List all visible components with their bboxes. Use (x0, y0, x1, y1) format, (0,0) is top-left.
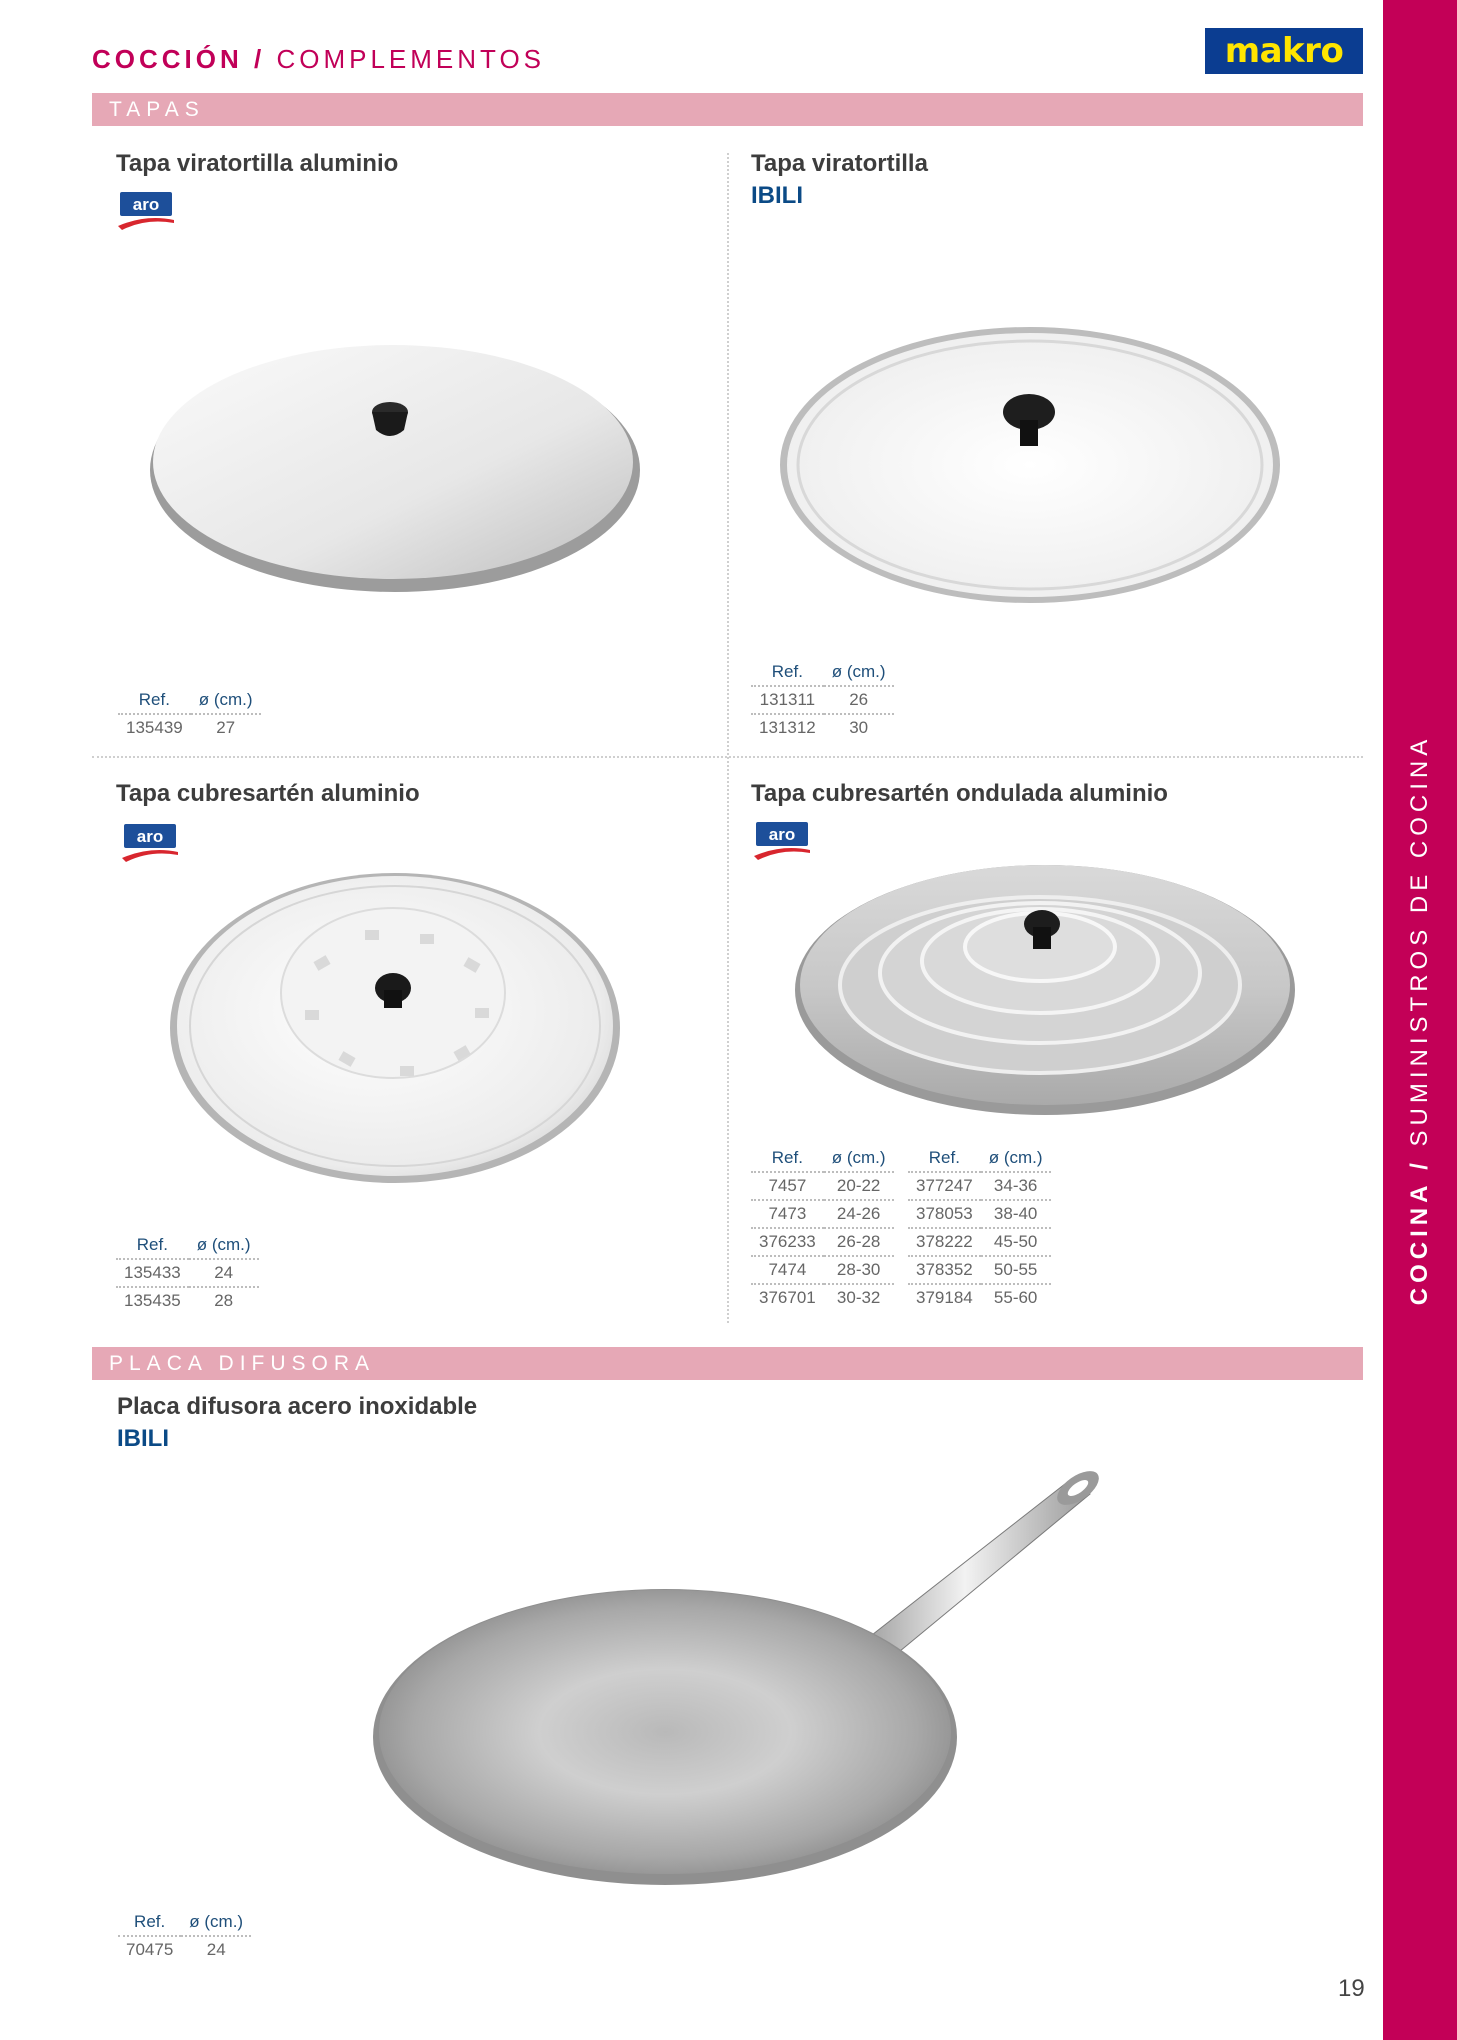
diameter-cell: 38-40 (981, 1200, 1051, 1228)
diameter-cell: 24-26 (824, 1200, 894, 1228)
aro-text: aro (132, 195, 160, 214)
table-row (751, 1256, 894, 1284)
diameter-header: ø (cm.) (824, 660, 894, 686)
diameter-cell: 55-60 (993, 1288, 1038, 1307)
diameter-cell: 30-32 (836, 1288, 881, 1307)
aro-badge (120, 822, 180, 864)
row-divider (92, 756, 1363, 758)
ref-cell: 135435 (124, 1291, 181, 1310)
ref-table (751, 1146, 894, 1311)
aro-badge (116, 190, 176, 232)
ref-cell: 378222 (908, 1228, 981, 1256)
table-row (118, 714, 261, 741)
table-row (118, 1936, 251, 1963)
ref-table (751, 660, 894, 741)
diameter-header: ø (cm.) (191, 688, 261, 714)
side-label-light: SUMINISTROS DE COCINA (1406, 734, 1433, 1147)
product-title: Placa difusora acero inoxidable (117, 1393, 478, 1420)
section-bar-tapas: TAPAS (92, 93, 1363, 126)
ref-cell: 7474 (751, 1256, 824, 1284)
table-row (751, 1228, 894, 1256)
lid-image-viratortilla-aluminio (140, 320, 650, 600)
diameter-cell: 26 (824, 686, 894, 714)
diameter-header: ø (cm.) (981, 1146, 1051, 1172)
diameter-header: ø (cm.) (824, 1146, 894, 1172)
table-row (908, 1172, 1051, 1200)
diameter-cell: 28-30 (824, 1256, 894, 1284)
ref-header: Ref. (118, 688, 191, 714)
ref-cell: 7473 (751, 1200, 824, 1228)
diameter-cell: 45-50 (981, 1228, 1051, 1256)
product-brand: IBILI (751, 182, 803, 209)
lid-image-cubresarten-ondulada (790, 855, 1300, 1120)
diameter-header: ø (cm.) (189, 1233, 259, 1259)
diameter-cell: 20-22 (824, 1172, 894, 1200)
product-title: Tapa cubresartén aluminio (116, 780, 420, 807)
diameter-cell: 34-36 (981, 1172, 1051, 1200)
ref-cell: 378352 (908, 1256, 981, 1284)
diameter-cell: 28 (214, 1291, 234, 1310)
section-bar-placa: PLACA DIFUSORA (92, 1347, 1363, 1380)
category-bold: COCCIÓN / (92, 44, 266, 74)
diameter-cell: 26-28 (824, 1228, 894, 1256)
ref-cell: 376233 (751, 1228, 824, 1256)
table-row (751, 714, 894, 741)
diameter-cell: 30 (849, 718, 869, 737)
table-row (908, 1228, 1051, 1256)
diameter-cell: 50-55 (981, 1256, 1051, 1284)
table-row (116, 1287, 259, 1314)
table-row (908, 1284, 1051, 1311)
makro-logo: makro (1205, 28, 1363, 74)
ref-table (118, 688, 261, 741)
table-row (751, 1200, 894, 1228)
ref-cell: 70475 (126, 1940, 174, 1959)
aro-text: aro (768, 825, 796, 844)
diffuser-plate-image (370, 1470, 1110, 1890)
product-brand: IBILI (117, 1425, 169, 1452)
ref-cell: 135433 (116, 1259, 189, 1287)
ref-table (118, 1910, 251, 1963)
side-label (1406, 735, 1434, 1305)
lid-image-cubresarten (165, 868, 625, 1188)
page-number: 19 (1338, 1975, 1365, 2002)
ref-header: Ref. (116, 1233, 189, 1259)
product-title: Tapa viratortilla aluminio (116, 150, 399, 177)
aro-text: aro (136, 827, 164, 846)
ref-cell: 7457 (751, 1172, 824, 1200)
product-title: Tapa viratortilla (751, 150, 928, 177)
table-row (908, 1200, 1051, 1228)
lid-image-viratortilla-ibili (775, 320, 1285, 610)
ref-header: Ref. (908, 1146, 981, 1172)
table-row (751, 1172, 894, 1200)
ref-cell: 376701 (759, 1288, 816, 1307)
ref-header: Ref. (751, 1146, 824, 1172)
side-label-bold: COCINA / (1406, 1158, 1433, 1306)
page-category (92, 44, 545, 75)
ref-table-2 (908, 1146, 1051, 1311)
category-light: COMPLEMENTOS (276, 44, 546, 74)
ref-cell: 135439 (126, 718, 183, 737)
ref-header: Ref. (751, 660, 824, 686)
ref-table (116, 1233, 259, 1314)
ref-cell: 377247 (908, 1172, 981, 1200)
diameter-cell: 24 (206, 1940, 226, 1959)
diameter-header: ø (cm.) (181, 1910, 251, 1936)
ref-cell: 131312 (759, 718, 816, 737)
table-row (908, 1256, 1051, 1284)
diameter-cell: 24 (189, 1259, 259, 1287)
ref-header: Ref. (118, 1910, 181, 1936)
product-title: Tapa cubresartén ondulada aluminio (751, 780, 1168, 807)
table-row (751, 1284, 894, 1311)
table-row (751, 686, 894, 714)
ref-cell: 131311 (751, 686, 824, 714)
table-row (116, 1259, 259, 1287)
column-divider (727, 153, 729, 1323)
diameter-cell: 27 (216, 718, 236, 737)
ref-cell: 379184 (916, 1288, 973, 1307)
ref-cell: 378053 (908, 1200, 981, 1228)
